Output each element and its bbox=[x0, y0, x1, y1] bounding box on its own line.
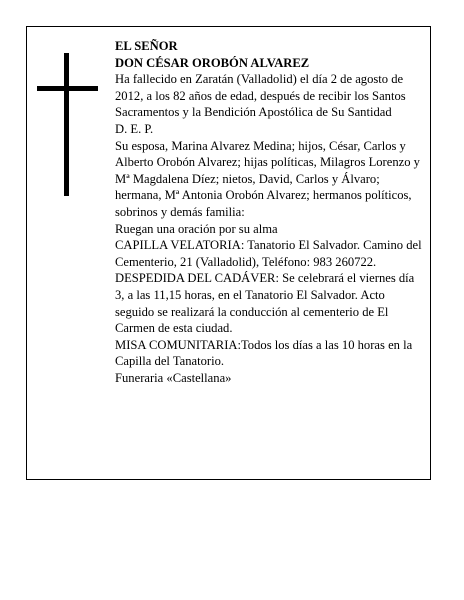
family-list: Su esposa, Marina Alvarez Medina; hijos, César, Carlos y Alberto Orobón Alvarez; hijas políticas, Milagros Lorenzo y Mª Magdalena Díez; nietos, David, Carlos y Álvaro; hermana, Mª Antonia Orobón Alvarez; hermanos políticos, sobrinos y demás familia: bbox=[115, 138, 420, 219]
death-announcement: Ha fallecido en Zaratán (Valladolid) el día 2 de agosto de 2012, a los 82 años de edad, después de recibir los Santos Sacramentos y la Bendición Apostólica de Su Santidad bbox=[115, 72, 406, 120]
cross-vertical-bar bbox=[64, 53, 69, 196]
obituary-text bbox=[115, 38, 423, 386]
rip-line: D. E. P. bbox=[115, 121, 154, 136]
heading-title: EL SEÑOR bbox=[115, 39, 178, 53]
deceased-name: DON CÉSAR OROBÓN ALVAREZ bbox=[115, 55, 310, 70]
cross-icon bbox=[37, 53, 98, 196]
farewell-info: DESPEDIDA DEL CADÁVER: Se celebrará el viernes día 3, a las 11,15 horas, en el Tanatorio El Salvador. Acto seguido se realizará la conducción al cementerio de El Carmen de esta ciudad. bbox=[115, 271, 415, 336]
cross-horizontal-bar bbox=[37, 86, 98, 91]
funeral-home: Funeraria «Castellana» bbox=[115, 370, 232, 385]
chapel-info: CAPILLA VELATORIA: Tanatorio El Salvador. Camino del Cementerio, 21 (Valladolid), Teléfono: 983 260722. bbox=[115, 238, 422, 269]
prayer-request: Ruegan una oración por su alma bbox=[115, 221, 278, 236]
mass-info: MISA COMUNITARIA:Todos los días a las 10 horas en la Capilla del Tanatorio. bbox=[115, 337, 413, 369]
